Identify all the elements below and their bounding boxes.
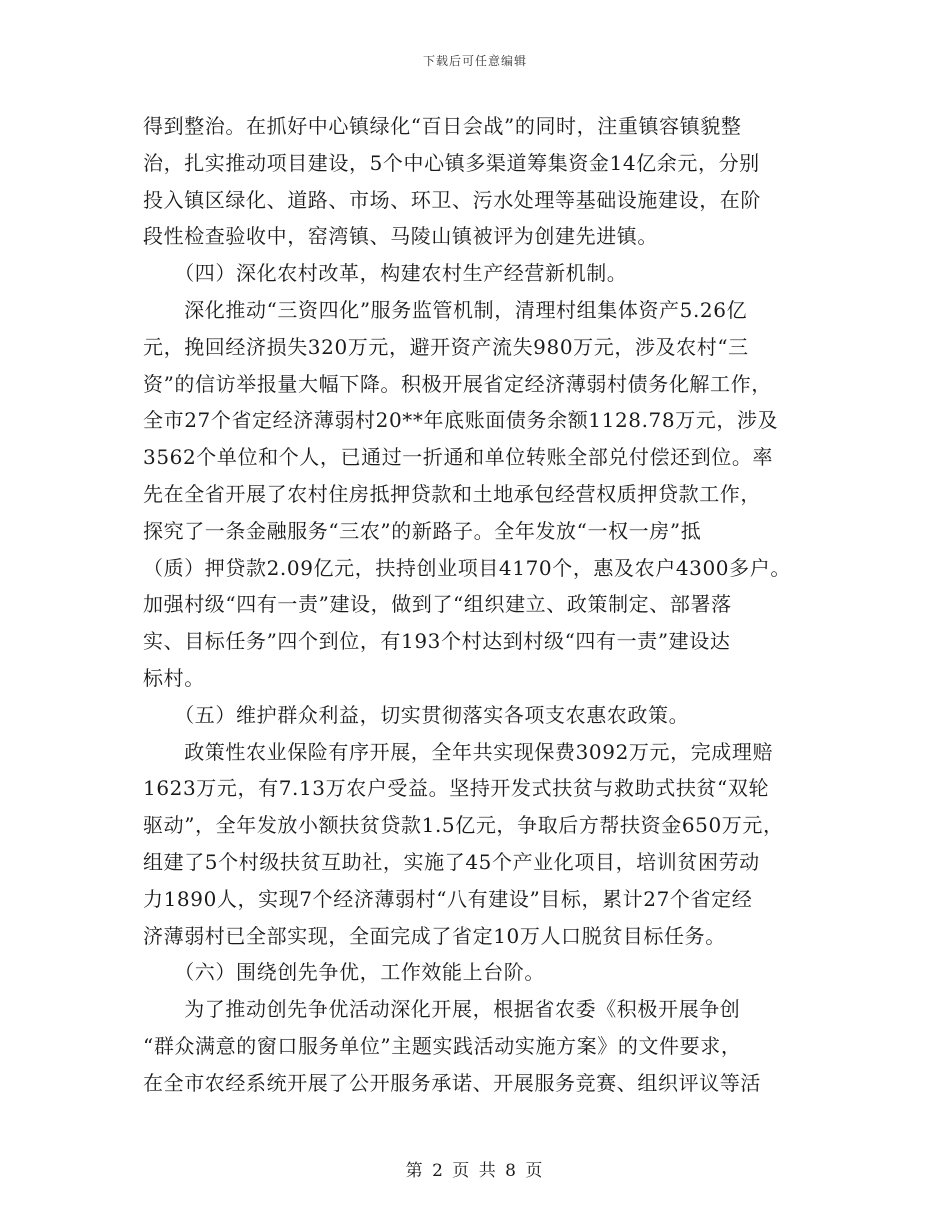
page-footer: 第 2 页 共 8 页 [405,1161,545,1181]
text-line: 实、目标任务”四个到位，有193个村达到村级“四有一责”建设达 [143,629,731,654]
text-line: 加强村级“四有一责”建设，做到了“组织建立、政策制定、部署落 [143,592,732,617]
text-line: 元，挽回经济损失320万元，避开资产流失980万元，涉及农村“三 [143,334,749,359]
text-line: （质）押贷款2.09亿元，扶持创业项目4170个，惠及农户4300多户。 [143,555,791,580]
text-line: 济薄弱村已全部实现，全面完成了省定10万人口脱贫目标任务。 [143,923,726,948]
text-line: 力1890人，实现7个经济薄弱村“八有建设”目标，累计27个省定经 [143,886,753,911]
text-line: 在全市农经系统开展了公开服务承诺、开展服务竞赛、组织评议等活 [143,1070,761,1095]
text-line: 为了推动创先争优活动深化开展，根据省农委《积极开展争创 [143,997,741,1022]
text-line: 得到整治。在抓好中心镇绿化“百日会战”的同时，注重镇容镇貌整 [143,114,742,138]
text-line: 3562个单位和个人，已通过一折通和单位转账全部兑付偿还到位。率 [143,445,774,470]
text-line: 资”的信访举报量大幅下降。积极开展省定经济薄弱村债务化解工作， [143,371,772,396]
section-heading: （四）深化农村改革，构建农村生产经营新机制。 [143,261,628,286]
text-line: 驱动”，全年发放小额扶贫贷款1.5亿元，争取后方帮扶资金650万元， [143,813,784,838]
text-line: 组建了5个村级扶贫互助社，实施了45个产业化项目，培训贫困劳动 [143,849,760,874]
text-line: “群众满意的窗口服务单位”主题实践活动实施方案》的文件要求， [143,1033,742,1058]
section-heading: （五）维护群众利益，切实贯彻落实各项支农惠农政策。 [143,702,690,727]
text-line: 全市27个省定经济薄弱村20**年底账面债务余额1128.78万元，涉及 [143,408,779,433]
text-line: 1623万元，有7.13万农户受益。坚持开发式扶贫与救助式扶贫“双轮 [143,776,770,801]
text-line: 投入镇区绿化、道路、市场、环卫、污水处理等基础设施建设，在阶 [143,187,761,212]
section-heading: （六）围绕创先争优，工作效能上台阶。 [143,960,545,985]
document-body [143,108,815,1102]
text-line: 探究了一条金融服务“三农”的新路子。全年发放“一权一房”抵 [143,518,702,543]
text-line: 段性检查验收中，窑湾镇、马陵山镇被评为创建先进镇。 [143,224,658,249]
text-line: 先在全省开展了农村住房抵押贷款和土地承包经营权质押贷款工作， [143,481,761,506]
text-line: 标村。 [143,665,205,690]
page-header: 下载后可任意编辑 [422,54,527,68]
text-line: 政策性农业保险有序开展，全年共实现保费3092万元，完成理赔 [143,739,774,764]
text-line: 治，扎实推动项目建设，5个中心镇多渠道筹集资金14亿余元，分别 [143,150,760,175]
text-line: 深化推动“三资四化”服务监管机制，清理村组集体资产5.26亿 [143,297,748,322]
